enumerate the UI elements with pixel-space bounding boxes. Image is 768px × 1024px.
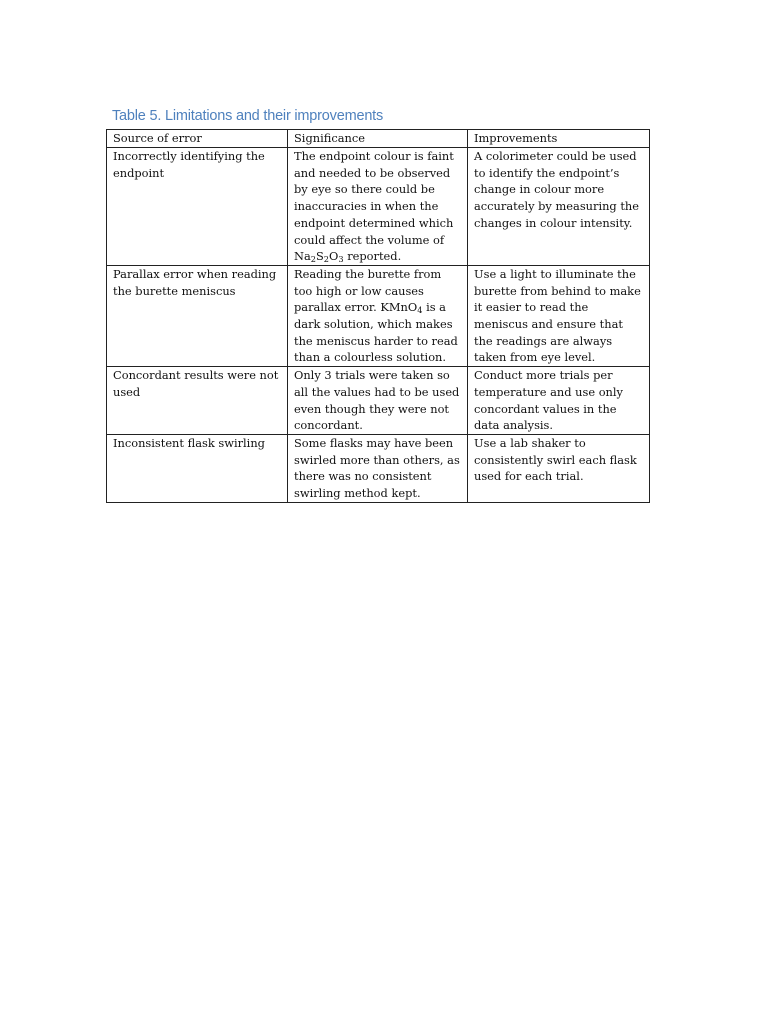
significance-text: Reading the burette from too high or low causes parallax error. xyxy=(294,266,442,315)
significance-text-end: reported. xyxy=(343,249,402,264)
improvement-cell: Use a light to illuminate the burette from behind to make it easier to read the meniscus and ensure that the readings are always taken from eye level. xyxy=(468,265,650,366)
limitations-table xyxy=(106,129,650,503)
chemical-formula-na2s2o3: $Na_2S_2O_3$ xyxy=(294,249,344,265)
improvement-cell: A colorimeter could be used to identify the endpoint’s change in colour more accurately by measuring the changes in colour intensity. xyxy=(468,148,650,266)
significance-cell: Some flasks may have been swirled more than others, as there was no consistent swirling method kept. xyxy=(288,434,468,502)
source-cell: Incorrectly identifying the endpoint xyxy=(107,148,288,266)
table-caption: Table 5. Limitations and their improvements xyxy=(112,108,384,124)
improvement-cell: Use a lab shaker to consistently swirl each flask used for each trial. xyxy=(468,434,650,502)
significance-cell: Only 3 trials were taken so all the values had to be used even though they were not concordant. xyxy=(288,367,468,435)
header-significance: Significance xyxy=(288,130,468,148)
source-cell: Inconsistent flask swirling xyxy=(107,434,288,502)
significance-text: The endpoint colour is faint and needed to be observed by eye so there could be inaccuracies in when the endpoint determined which could affect the volume of xyxy=(294,149,454,247)
improvement-cell: Conduct more trials per temperature and use only concordant values in the data analysis. xyxy=(468,367,650,435)
significance-text-end: is a dark solution, which makes the meniscus harder to read than a colourless solution. xyxy=(294,300,458,365)
source-cell: Parallax error when reading the burette meniscus xyxy=(107,265,288,366)
source-cell: Concordant results were not used xyxy=(107,367,288,435)
table-header-row xyxy=(107,130,650,148)
table-row xyxy=(107,434,650,502)
chemical-formula-kmno4: KMnO$_4$ xyxy=(380,300,423,316)
table-row xyxy=(107,265,650,366)
significance-cell xyxy=(288,148,468,266)
table-row xyxy=(107,367,650,435)
header-improvements: Improvements xyxy=(468,130,650,148)
header-source-of-error: Source of error xyxy=(107,130,288,148)
table-row xyxy=(107,148,650,266)
significance-cell xyxy=(288,265,468,366)
